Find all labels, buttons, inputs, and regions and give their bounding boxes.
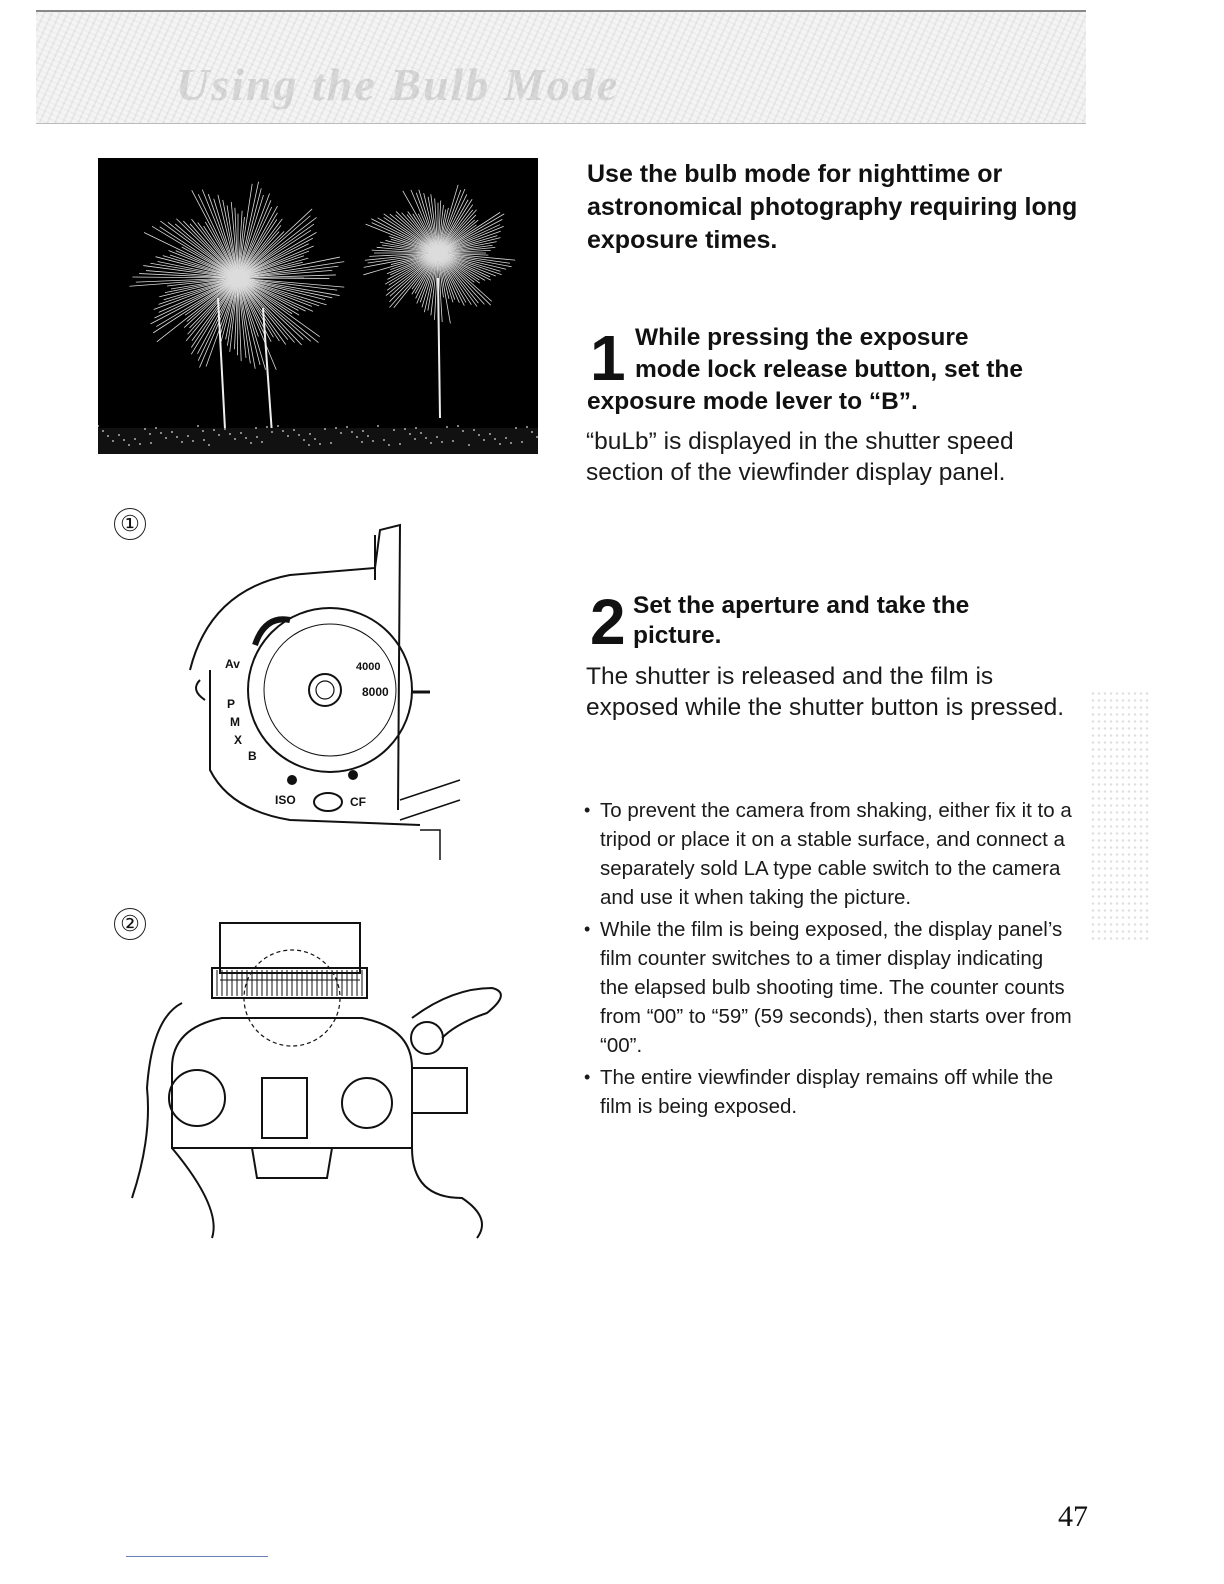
step-2-body: The shutter is released and the film is exposed while the shutter button is pressed. [586,663,1065,721]
figure-marker-1: ① [114,508,146,540]
intro-text: Use the bulb mode for nighttime or astronomical photography requiring long exposure times. [587,160,1078,254]
step-2-heading-line1: Set the aperture and take the [633,592,970,619]
step-1-number: 1 [590,322,626,394]
dial-label-4000: 4000 [356,661,381,673]
scan-artifact [1090,690,1150,940]
exposure-dial-illustration [170,520,470,860]
step-1-heading-line3: exposure mode lever to “B”. [587,388,918,415]
dial-label-x: X [234,733,243,747]
step-1-body: “buLb” is displayed in the shutter speed section of the viewfinder display panel. [586,428,1014,486]
dial-label-iso: ISO [275,793,296,807]
page-title: Using the Bulb Mode [176,59,620,110]
dial-label-p: P [227,697,236,711]
note-item: • The entire viewfinder display remains off while the film is being exposed. [582,1063,1072,1121]
dial-label-8000: 8000 [362,685,389,699]
footer-rule [126,1556,268,1557]
page-number: 47 [1058,1500,1088,1533]
figure-marker-2: ② [114,908,146,940]
notes-list [582,796,1072,1124]
step-2-heading-line2: picture. [633,622,722,649]
step-1-heading-line2: mode lock release button, set the [635,356,1024,383]
note-item: • To prevent the camera from shaking, either fix it to a tripod or place it on a stable surface, and connect a separately sold LA type cable switch to the camera and use it when taking the picture. [582,796,1072,912]
camera-hands-illustration [112,918,522,1248]
header-band [36,10,1086,124]
step-2-number: 2 [590,586,626,658]
dial-label-cf: CF [350,795,366,809]
fireworks-photo [98,158,538,454]
dial-label-b: B [248,749,257,763]
dial-label-m: M [230,715,240,729]
fireworks-image [98,158,538,454]
note-item: • While the film is being exposed, the display panel’s film counter switches to a timer display indicating the elapsed bulb shooting time. The counter counts from “00” to “59” (59 seconds), then starts over from “00”. [582,915,1072,1060]
dial-label-av: Av [225,657,240,671]
step-1-heading-line1: While pressing the exposure [635,324,969,351]
